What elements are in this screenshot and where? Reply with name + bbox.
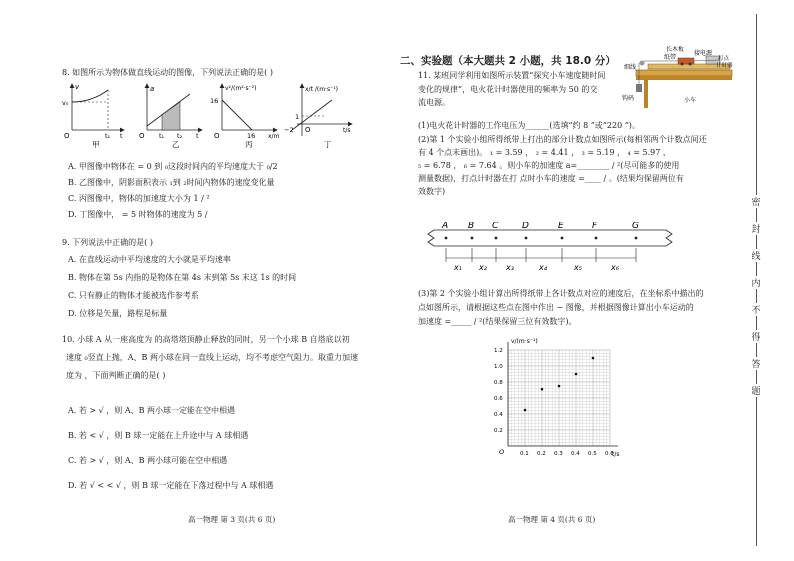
q8-option-c: C. 丙图像中，物体的加速度大小为 1 / ²	[68, 194, 210, 203]
caption-bing: 丙	[245, 140, 253, 148]
graph-yi	[139, 84, 202, 140]
vt-origin: O	[499, 448, 505, 456]
q11-sub3-line-2: 点如图所示，请根据这些点在图中作出 − 图像，并根据图像计算出小车运动的	[418, 303, 694, 312]
paper-tape-figure	[426, 222, 680, 274]
q8-graphs	[62, 80, 362, 148]
seal-char: 内	[750, 276, 762, 289]
seal-char: 得	[750, 330, 762, 343]
ding-ylabel: x/t /(m·s⁻¹)	[305, 86, 338, 93]
apparatus-label-power: 接电源	[694, 50, 713, 57]
yi-t2: t₂	[177, 132, 183, 140]
q11-sub3-line-1: (3)第 2 个实验小组计算出所得纸带上各计数点对应的速度后，在坐标系中描出的	[418, 289, 704, 298]
vt-ylabel: v/(m·s⁻¹)	[511, 338, 538, 345]
vt-xtick: 0.4	[571, 451, 580, 457]
vt-xtick: 0.6	[605, 451, 614, 457]
ding-xm2: −2	[284, 126, 294, 134]
footer-page-4: 高一物理 第 4 页(共 6 页)	[508, 515, 596, 524]
bing-origin: O	[214, 132, 220, 140]
apparatus-label-tape: 纸带	[664, 54, 677, 61]
q11-sub2-line-1: (2)第 1 个实验小组所得纸带上打出的部分计数点如图所示(每相邻两个计数点间还	[418, 135, 707, 144]
apparatus-label-dot: 打点	[718, 56, 730, 62]
vt-data-point	[524, 409, 527, 412]
q9-option-b: B. 物体在第 5s 内指的是物体在第 4s 末到第 5s 末这 1s 的时间	[68, 273, 297, 282]
vt-ytick: 1.2	[494, 348, 503, 354]
q10-option-a: A. 若 > √ ，则 A、B 两小球一定能在空中相遇	[68, 406, 236, 415]
bing-xunit: x/m	[268, 133, 280, 140]
jia-t1: t₁	[105, 132, 111, 140]
bing-y16: 16	[210, 97, 219, 105]
vt-data-point	[592, 357, 595, 360]
tape-seg-x₆: x₆	[611, 263, 619, 272]
q11-sub1: (1)电火花计时器的工作电压为______(选填“约 8 ”或“220 ”)。	[418, 121, 640, 130]
ding-origin: O	[305, 126, 311, 134]
jia-ylabel: v	[75, 83, 80, 91]
vt-ytick: 0.6	[494, 396, 503, 402]
q8-option-b: B. 乙图像中，阴影面积表示 ₁到 ₂时间内物体的速度变化量	[68, 178, 275, 187]
apparatus-label-car: 小车	[684, 97, 697, 104]
graph-jia	[62, 83, 124, 140]
q9-stem: 9. 下列说法中正确的是( )	[62, 238, 153, 247]
yi-t1: t₁	[159, 132, 165, 140]
caption-ding: 丁	[324, 140, 332, 148]
q10-option-c: C. 若 > √ ，则 A、B 两小球可能在空中相遇	[68, 456, 228, 465]
yi-ylabel: a	[150, 85, 155, 93]
tape-seg-x₃: x₃	[506, 263, 514, 272]
seal-char: 答	[750, 357, 762, 370]
vt-data-point	[541, 388, 544, 391]
tape-seg-x₂: x₂	[479, 263, 487, 272]
q9-option-c: C. 只有静止的物体才能被选作参考系	[68, 291, 199, 300]
tape-point-F	[595, 237, 598, 240]
tape-point-B	[471, 237, 474, 240]
ding-y1: 1	[295, 113, 300, 121]
q8-option-d: D. 丁图像中， = 5 时物体的速度为 5 /	[68, 210, 208, 219]
yi-origin: O	[139, 132, 145, 140]
vt-data-point	[575, 373, 578, 376]
tape-label-E: E	[558, 222, 564, 231]
seal-char: 不	[750, 303, 762, 316]
q11-line-1: 11. 某班同学利用如图所示装置“探究小车速度随时间	[418, 71, 606, 80]
seal-char: 密	[750, 195, 762, 208]
tape-label-A: A	[442, 222, 449, 231]
q11-sub2-line-3: ₅ = 6.78 ， ₆ = 7.64 。则小车的加速度 a=________ / ²(尽可能多的使用	[418, 161, 680, 170]
tape-point-A	[445, 237, 448, 240]
bing-x16: 16	[247, 132, 256, 140]
tape-label-C: C	[492, 222, 499, 231]
vt-ytick: 0.4	[494, 412, 503, 418]
graph-ding	[284, 84, 352, 136]
q10-option-b: B. 若 < √ ，则 B 球一定能在上升途中与 A 球相遇	[68, 431, 249, 440]
q10-line-1: 10. 小球 A 从一座高度为 的高塔塔顶静止释放的同时，另一个小球 B 自塔底以初	[62, 335, 350, 344]
q9-option-d: D. 位移是矢量，路程是标量	[68, 309, 168, 318]
footer-page-3: 高一物理 第 3 页(共 6 页)	[188, 515, 276, 524]
q8-option-a: A. 甲图像中物体在 = 0 到 ₀这段时间内的平均速度大于 ₀/2	[68, 162, 278, 171]
seal-char: 线	[750, 249, 762, 262]
q11-line-3: 流电源。	[418, 98, 450, 107]
vt-ytick: 0.8	[494, 380, 503, 386]
q11-sub2-line-2: 有 4 个点未画出)。 ₁ = 3.59 ， ₂ = 4.41 ， ₃ = 5.19 ， ₄ = 5.97 ，	[418, 148, 671, 157]
tape-label-F: F	[592, 222, 598, 231]
q11-line-2: 变化的规律”，电火花计时器使用的频率为 50 的交	[418, 85, 598, 94]
tape-label-B: B	[468, 222, 475, 231]
tape-point-C	[495, 237, 498, 240]
apparatus-label-timer: 计时器	[716, 63, 733, 69]
vt-xtick: 0.3	[554, 451, 563, 457]
jia-v0: v₀	[62, 99, 69, 107]
vt-ytick: 1.0	[494, 364, 503, 370]
vt-xlabel: t/s	[612, 451, 620, 458]
seal-char: 封	[750, 222, 762, 235]
caption-jia: 甲	[92, 140, 100, 148]
yi-xunit: t	[196, 132, 199, 140]
vt-xtick: 0.1	[520, 451, 529, 457]
tape-point-G	[635, 237, 638, 240]
q11-sub2-line-5: 效数字)	[418, 187, 446, 196]
q10-option-d: D. 若 √ < < √ ，则 B 球一定能在下落过程中与 A 球相遇	[68, 481, 274, 490]
vt-data-point	[558, 385, 561, 388]
q8-stem: 8. 如图所示为物体做直线运动的图像，下列说法正确的是( )	[62, 68, 273, 77]
tape-seg-x₄: x₄	[539, 263, 547, 272]
apparatus-label-weight: 钩码	[622, 95, 635, 102]
section-title: 二、实验题（本大题共 2 小题，共 18.0 分）	[400, 55, 616, 67]
tape-seg-x₅: x₅	[574, 263, 582, 272]
tape-seg-x₁: x₁	[454, 263, 462, 272]
bing-ylabel: v²/(m²·s⁻²)	[225, 85, 257, 92]
q10-line-3: 度为 ，下面判断正确的是( )	[66, 371, 166, 380]
apparatus-label-thread: 细线	[624, 64, 637, 71]
caption-yi: 乙	[172, 140, 180, 148]
apparatus-figure	[622, 46, 734, 110]
vt-ytick: 0.2	[494, 428, 503, 434]
q10-line-2: 速度 ₀竖直上抛，A、B 两小球在同一直线上运动，均不考虑空气阻力。取重力加速	[66, 353, 358, 362]
q11-sub3-line-3: 加速度 =_____ / ²(结果保留三位有效数字)。	[418, 317, 577, 326]
ding-xunit: t/s	[343, 127, 351, 134]
vt-xtick: 0.2	[537, 451, 546, 457]
vt-graph	[494, 334, 624, 460]
vt-xtick: 0.5	[588, 451, 597, 457]
seal-char: 题	[750, 384, 762, 397]
tape-label-D: D	[522, 222, 529, 231]
q9-option-a: A. 在直线运动中平均速度的大小就是平均速率	[68, 255, 231, 264]
graph-bing	[210, 84, 280, 140]
apparatus-label-board: 长木板	[666, 46, 685, 53]
tape-point-E	[561, 237, 564, 240]
tape-label-G: G	[632, 222, 639, 231]
jia-xunit: t	[120, 132, 123, 140]
q11-sub2-line-4: 测量数据)，打点计时器在打 点时小车的速度 =____ / 。(结果均保留两位有	[418, 174, 684, 183]
tape-point-D	[525, 237, 528, 240]
jia-origin: O	[64, 132, 70, 140]
